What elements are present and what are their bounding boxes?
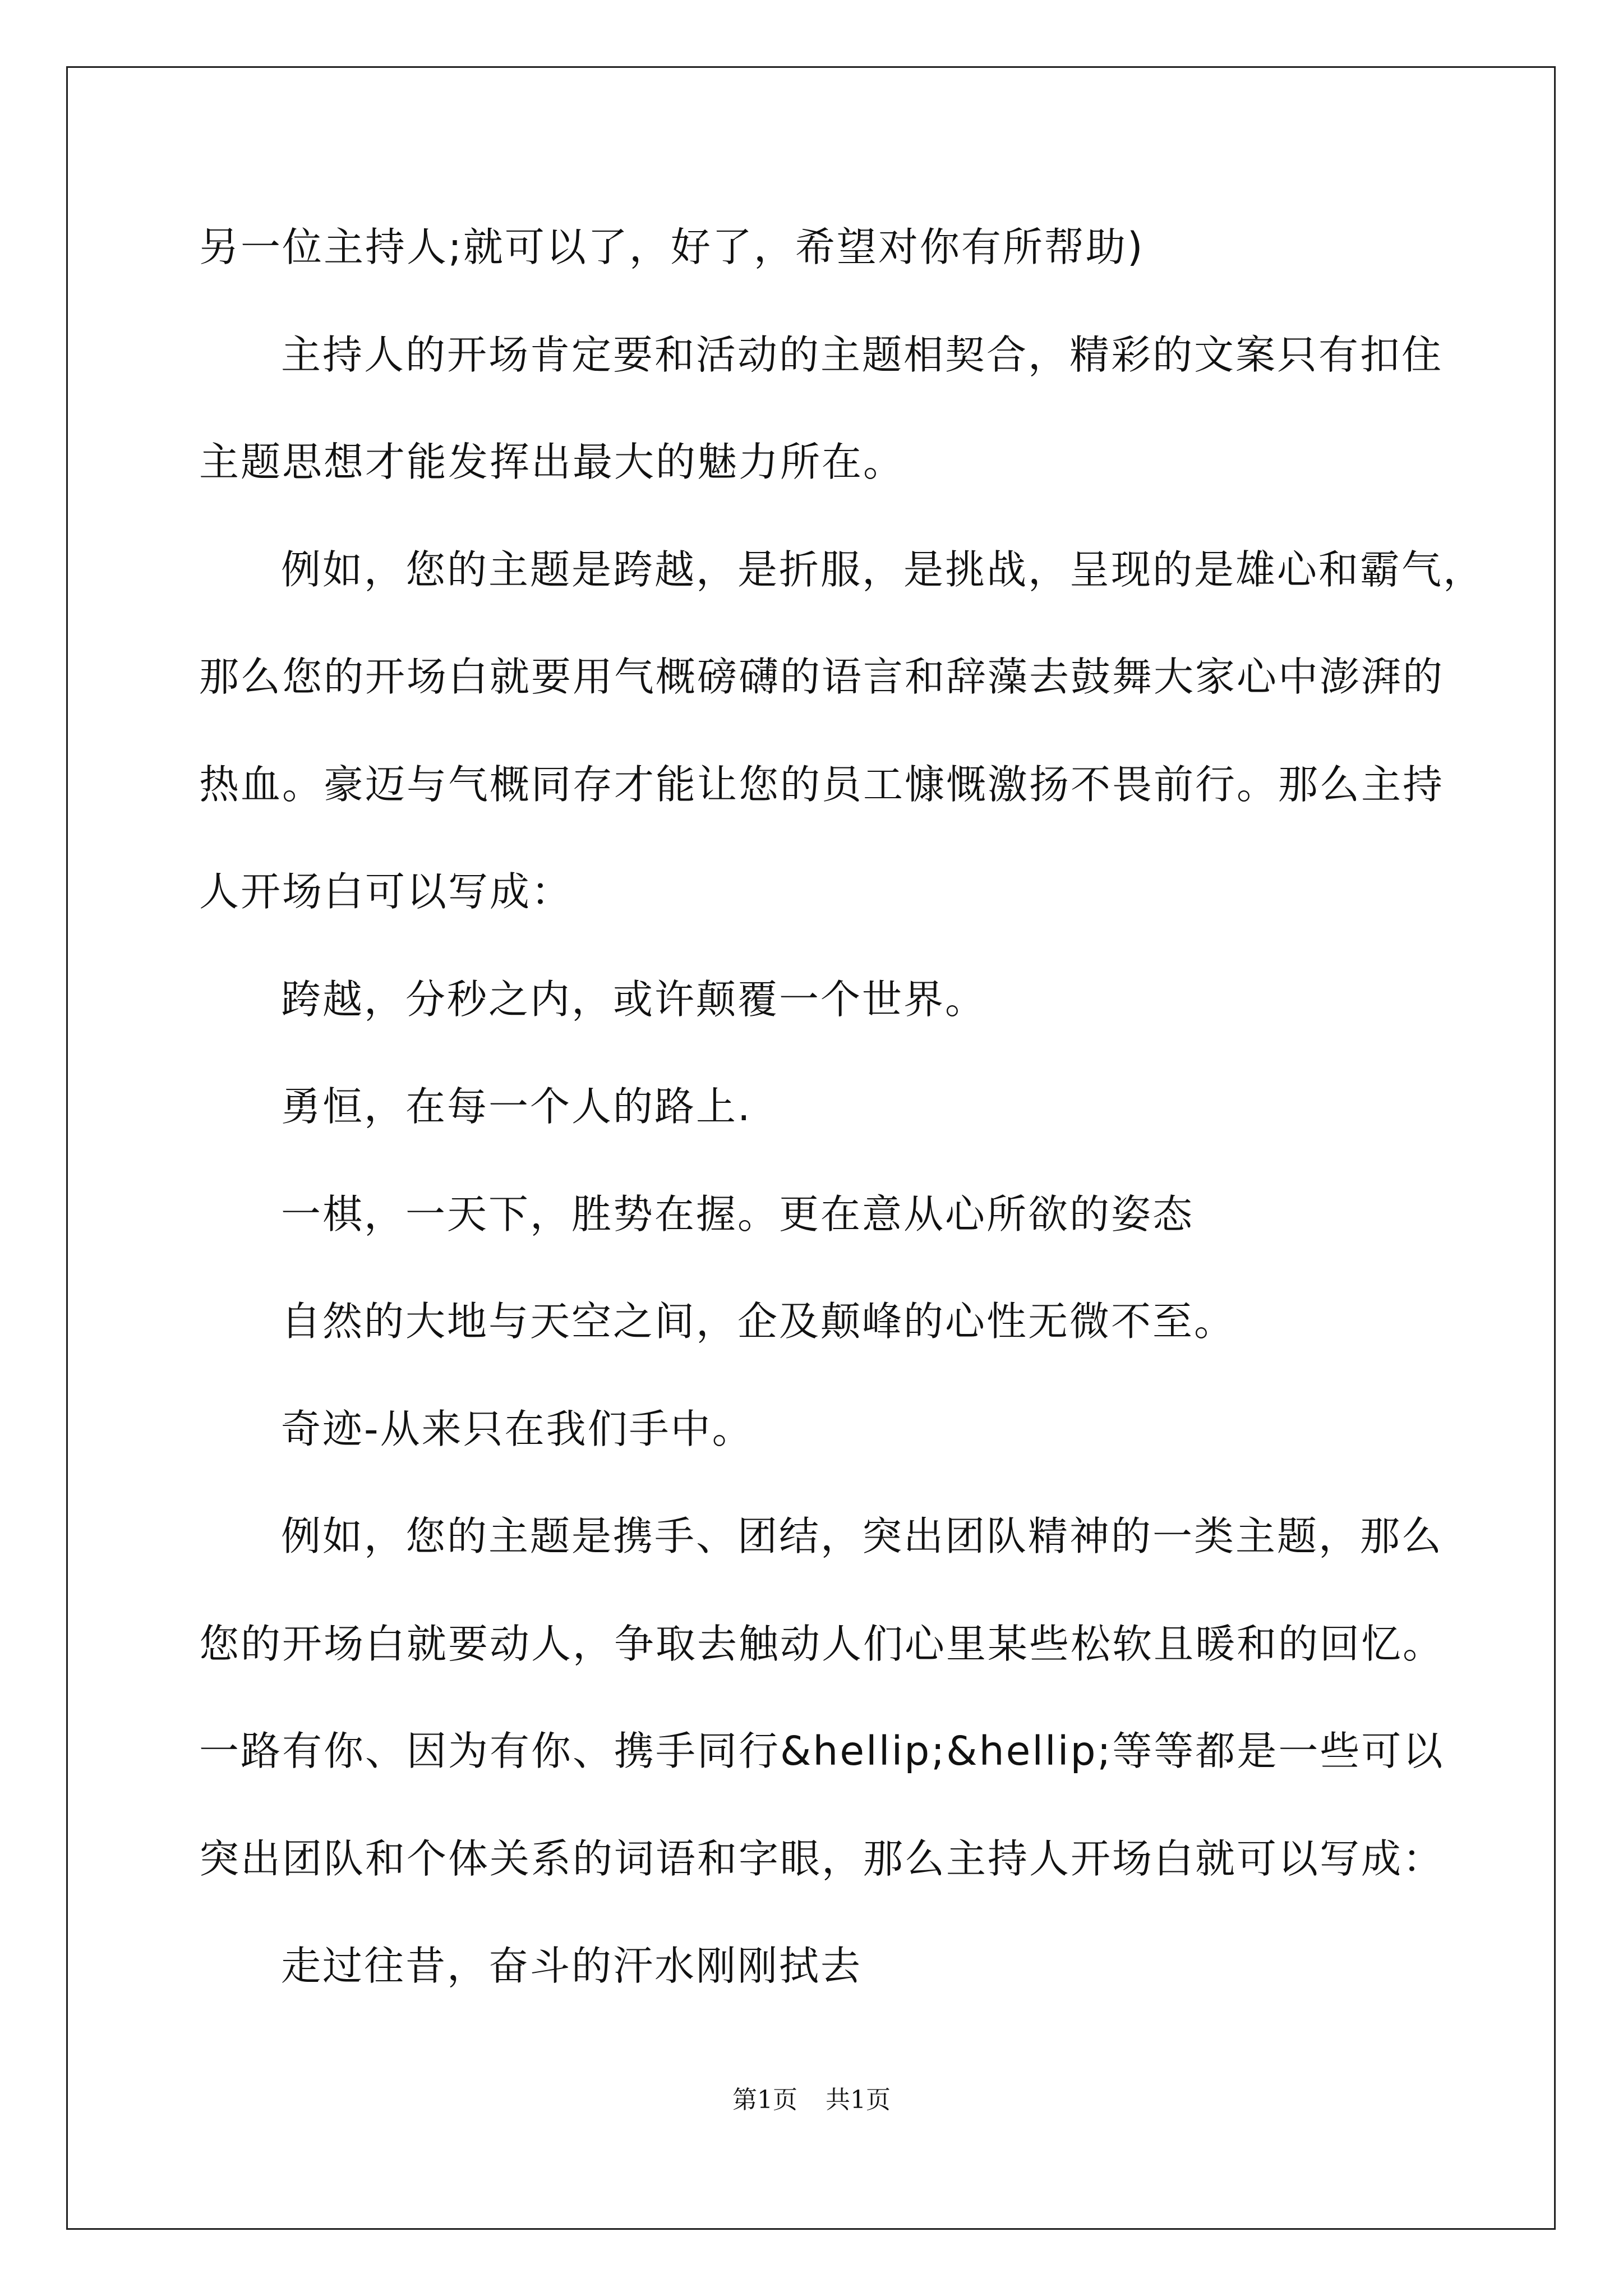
paragraph-line: 一棋，一天下，胜势在握。更在意从心所欲的姿态 [281,1191,1195,1237]
paragraph-line: 勇恒，在每一个人的路上. [281,1083,752,1130]
text-line: 那么您的开场白就要用气概磅礴的语言和辞藻去鼓舞大家心中澎湃的 [199,654,1445,700]
text-line: 人开场白可以写成： [199,868,573,915]
text-line: 突出团队和个体关系的词语和字眼，那么主持人开场白就可以写成： [199,1835,1445,1882]
paragraph-line: 主持人的开场肯定要和活动的主题相契合，精彩的文案只有扣住 [281,332,1444,378]
text-line: 您的开场白就要动人，争取去触动人们心里某些松软且暖和的回忆。 [199,1621,1445,1667]
paragraph-line: 奇迹-从来只在我们手中。 [281,1406,754,1452]
page-total: 共1页 [826,2086,891,2114]
paragraph-line: 走过往昔，奋斗的汗水刚刚拭去 [281,1943,863,1989]
page-border [66,66,1556,2230]
page-number: 第1页 [732,2086,797,2114]
paragraph-line: 跨越，分秒之内，或许颠覆一个世界。 [281,976,987,1023]
page-footer [0,2079,1623,2115]
text-line: 一路有你、因为有你、携手同行&hellip;&hellip;等等都是一些可以 [199,1728,1445,1774]
text-line: 主题思想才能发挥出最大的魅力所在。 [199,439,905,485]
paragraph-line: 例如，您的主题是跨越，是折服，是挑战，呈现的是雄心和霸气， [281,546,1485,593]
text-line: 另一位主持人;就可以了，好了，希望对你有所帮助) [199,224,1145,270]
paragraph-line: 例如，您的主题是携手、团结，突出团队精神的一类主题，那么 [281,1513,1444,1559]
text-line: 热血。豪迈与气概同存才能让您的员工慷慨激扬不畏前行。那么主持 [199,761,1445,808]
paragraph-line: 自然的大地与天空之间，企及颠峰的心性无微不至。 [281,1298,1236,1345]
